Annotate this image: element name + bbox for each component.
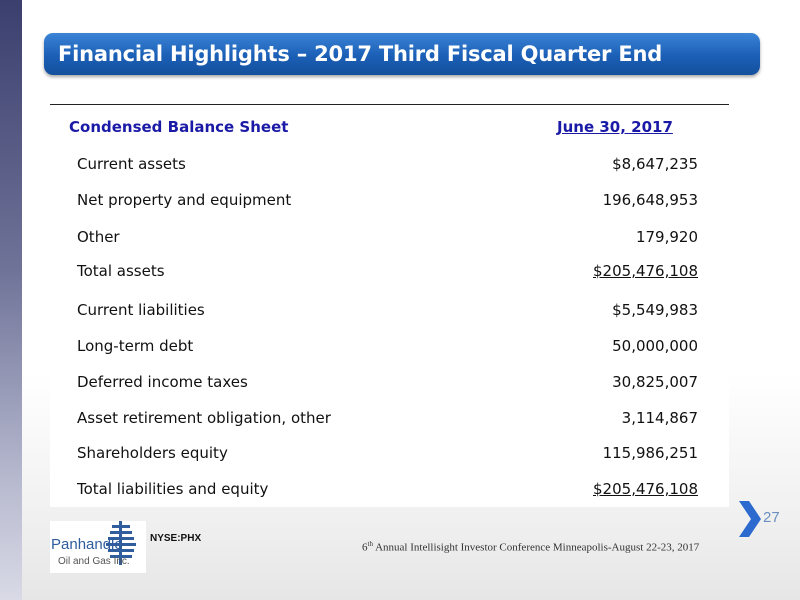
row-label: Total liabilities and equity [77,480,269,498]
title-bar [44,33,760,75]
ticker-label: NYSE:PHX [150,533,202,544]
row-value: $5,549,983 [612,301,698,319]
conference-footer [362,540,699,554]
table-row [77,371,698,393]
row-label: Deferred income taxes [77,373,248,391]
slide-title: Financial Highlights – 2017 Third Fiscal Quarter End [58,42,663,66]
column-heading-date: June 30, 2017 [557,118,673,136]
row-label: Other [77,228,120,246]
table-row [77,335,698,357]
row-label: Current assets [77,155,186,173]
table-row-total-liabilities [77,478,698,500]
row-value: $8,647,235 [612,155,698,173]
table-row [77,442,698,464]
footer-ordinal-suffix: th [367,540,373,548]
footer-text: Annual Intellisight Investor Conference Minneapolis-August 22-23, 2017 [372,541,700,554]
row-label: Current liabilities [77,301,205,319]
row-value: 179,920 [635,228,698,246]
row-label: Asset retirement obligation, other [77,409,331,427]
next-chevron-icon [737,499,763,539]
row-value: $205,476,108 [593,262,698,280]
panhandle-logo-icon [50,521,146,573]
row-value: 50,000,000 [612,337,698,355]
page-number: 27 [763,509,780,526]
table-row [77,189,698,211]
svg-text:Oil and Gas Inc.: Oil and Gas Inc. [58,556,130,567]
row-value: 30,825,007 [612,373,698,391]
row-value: 196,648,953 [602,191,698,209]
table-top-rule [50,104,729,105]
left-decorative-strip [0,0,22,600]
table-row [77,299,698,321]
row-label: Total assets [77,262,165,280]
row-value: 3,114,867 [621,409,698,427]
row-value: 115,986,251 [602,444,698,462]
row-label: Long-term debt [77,337,194,355]
svg-text:Panhandle: Panhandle [51,536,123,553]
table-row-total-assets [77,260,698,282]
table-row [77,226,698,248]
table-row [77,407,698,429]
table-heading: Condensed Balance Sheet [69,118,289,136]
table-row [77,153,698,175]
row-label: Net property and equipment [77,191,292,209]
row-label: Shareholders equity [77,444,228,462]
footer-ordinal: 6 [362,541,368,554]
row-value: $205,476,108 [593,480,698,498]
